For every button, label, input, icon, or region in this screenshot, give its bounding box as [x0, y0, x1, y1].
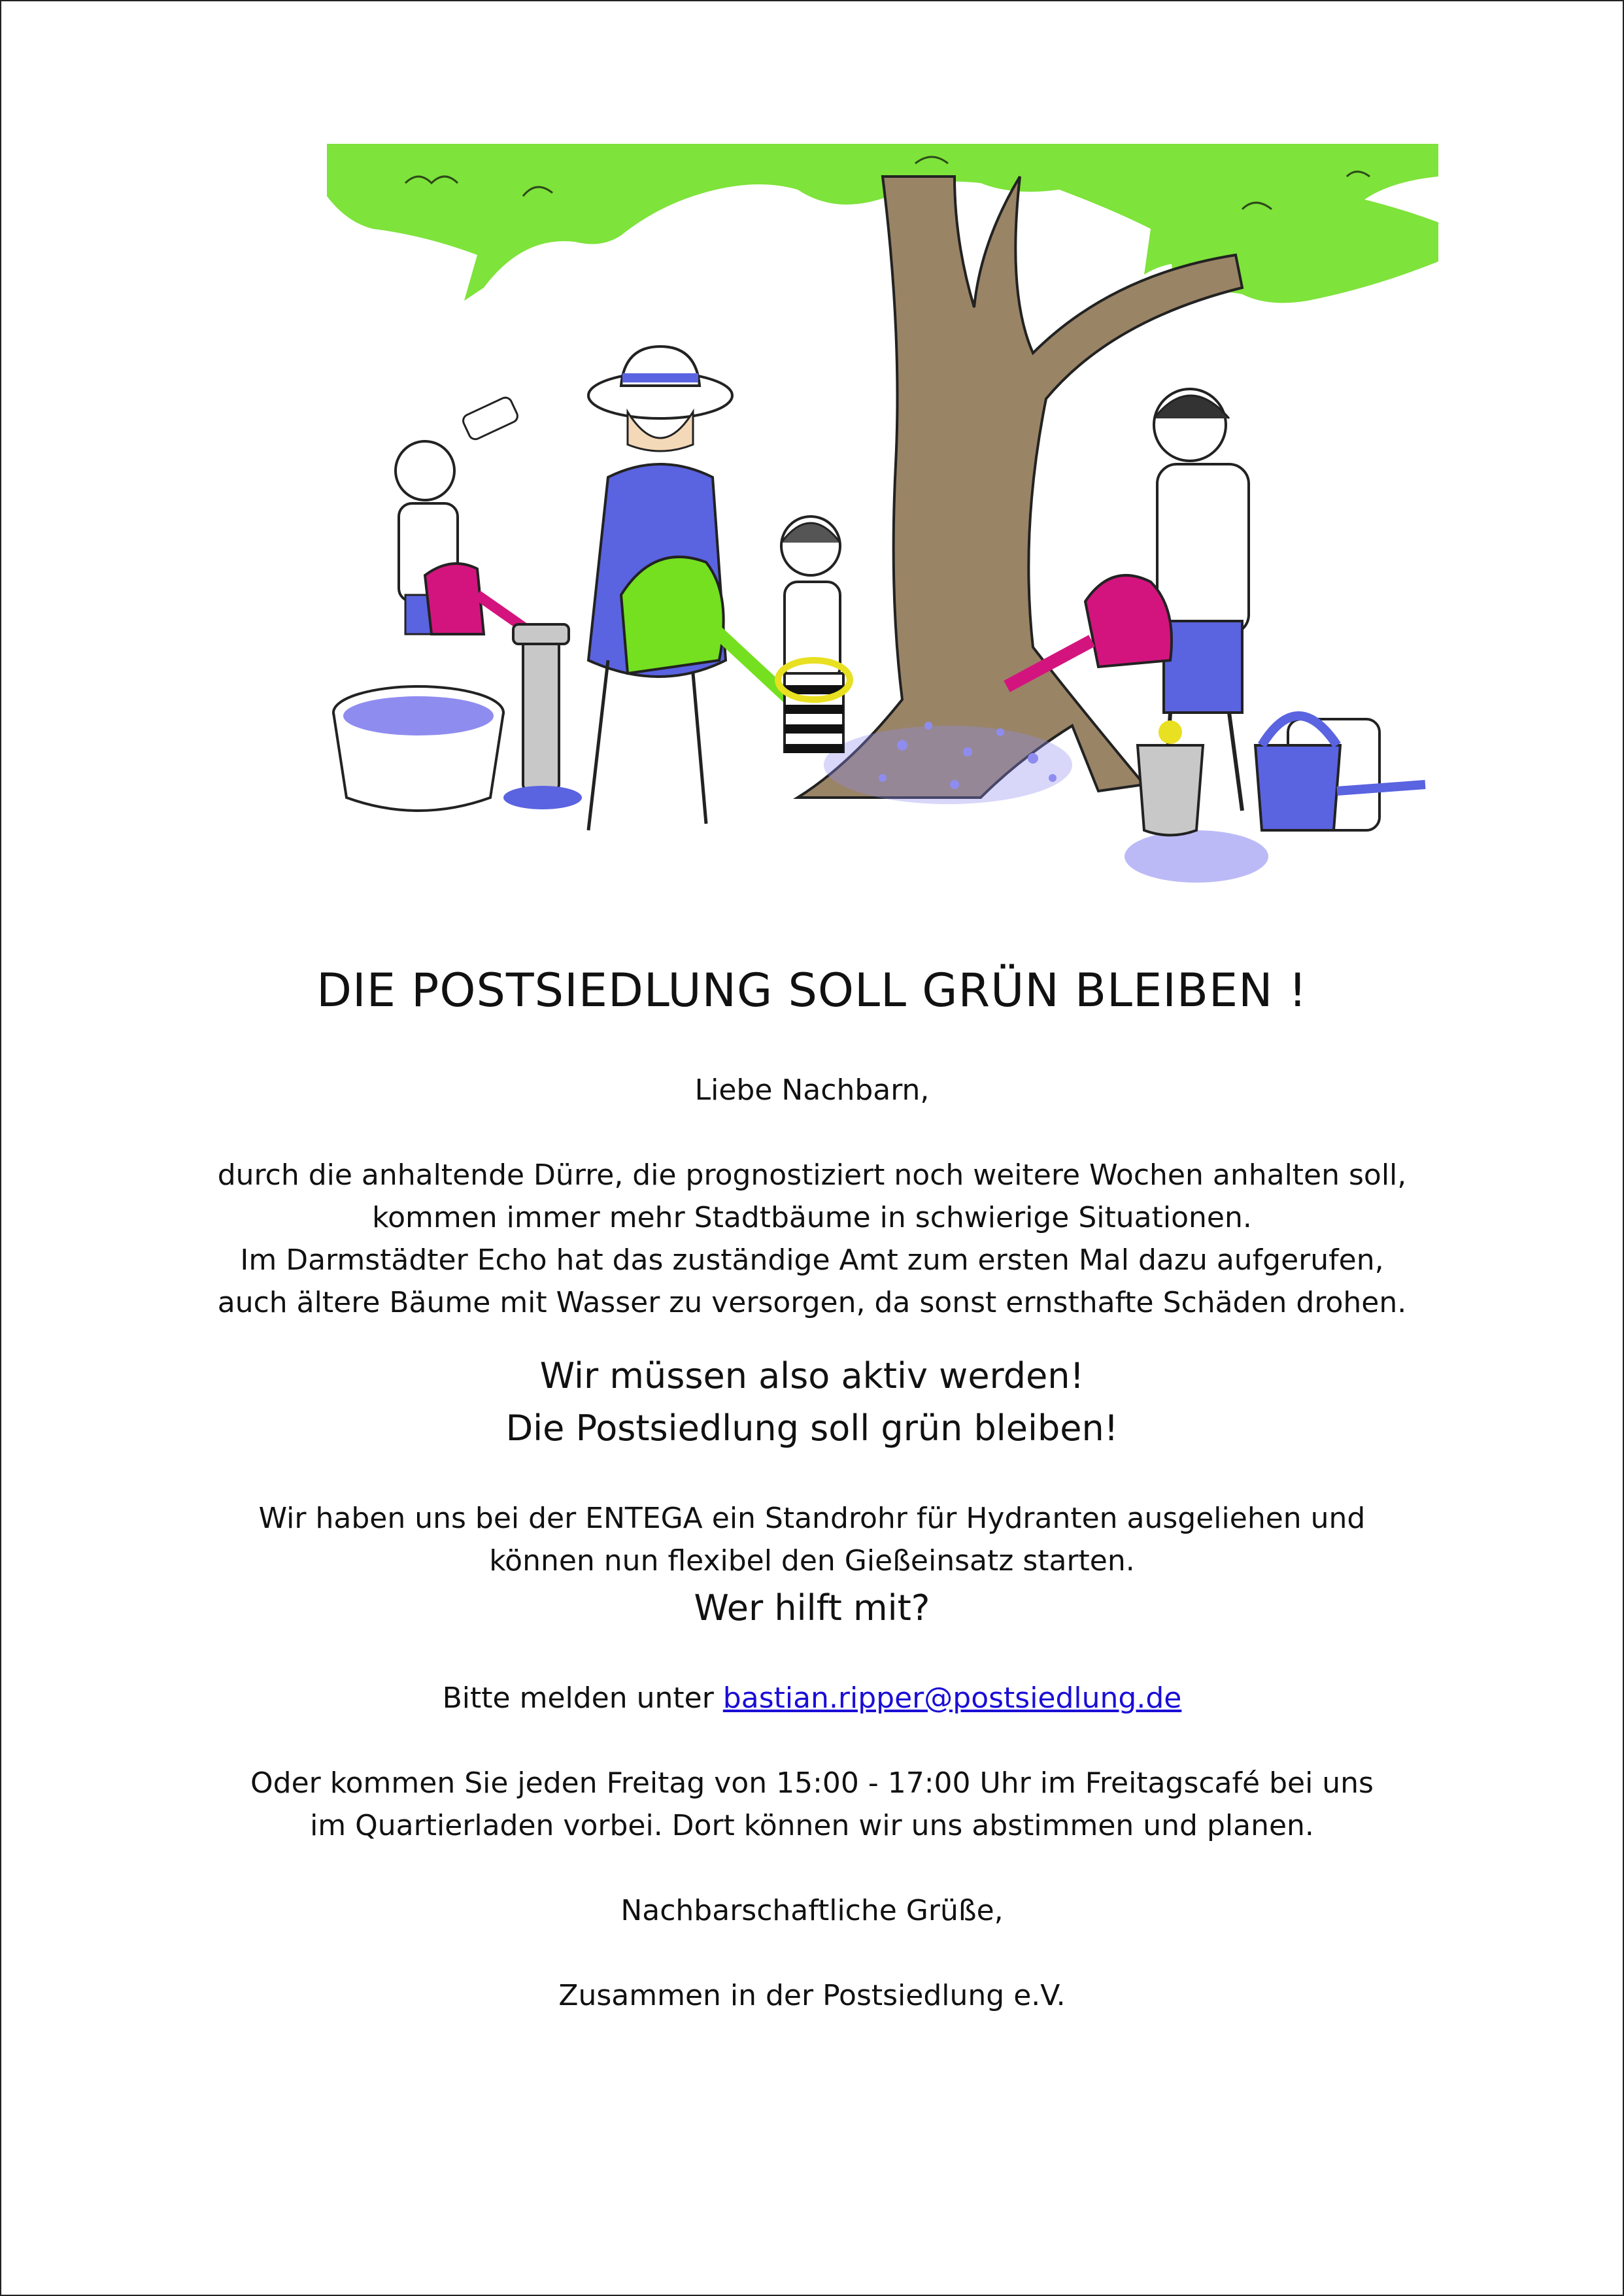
meeting-line: im Quartierladen vorbei. Dort können wir uns abstimmen und planen.	[310, 1809, 1314, 1842]
meeting-line: Oder kommen Sie jeden Freitag von 15:00 - 17:00 Uhr im Freitagscafé bei uns	[250, 1766, 1374, 1800]
contact-prefix: Bitte melden unter	[442, 1681, 723, 1715]
girl-with-hose	[778, 516, 850, 752]
intro-line: kommen immer mehr Stadtbäume in schwierige Situationen.	[372, 1201, 1252, 1234]
call-line: Wir müssen also aktiv werden!	[539, 1355, 1085, 1396]
tree-foliage	[327, 144, 1438, 303]
intro-line: durch die anhaltende Dürre, die prognostiziert noch weitere Wochen anhalten soll,	[217, 1158, 1407, 1192]
intro-paragraph	[98, 1154, 1526, 1324]
greeting: Liebe Nachbarn,	[694, 1073, 930, 1107]
hydrant-line: Wir haben uns bei der ENTEGA ein Standrohr für Hydranten ausgeliehen und	[258, 1502, 1366, 1535]
man-with-magenta-can	[1007, 389, 1268, 883]
flyer-text	[98, 954, 1526, 2017]
intro-line: auch ältere Bäume mit Wasser zu versorgen, da sonst ernsthafte Schäden drohen.	[217, 1286, 1407, 1319]
buckets	[1138, 716, 1425, 836]
closing: Nachbarschaftliche Grüße,	[620, 1894, 1004, 1927]
hydrant-paragraph	[98, 1497, 1526, 1582]
woman-with-green-can	[588, 346, 804, 830]
intro-line: Im Darmstädter Echo hat das zuständige Amt zum ersten Mal dazu aufgerufen,	[240, 1243, 1384, 1277]
hydrant	[503, 624, 582, 809]
call-to-action	[98, 1350, 1526, 1455]
hydrant-line: können nun flexibel den Gießeinsatz starten.	[489, 1544, 1135, 1578]
headline: DIE POSTSIEDLUNG SOLL GRÜN BLEIBEN !	[316, 964, 1308, 1017]
watering-illustration	[327, 137, 1438, 928]
email-link[interactable]: bastian.ripper@postsiedlung.de	[722, 1681, 1182, 1715]
call-line: Die Postsiedlung soll grün bleiben!	[505, 1408, 1119, 1449]
child-with-tub	[333, 396, 543, 811]
signature: Zusammen in der Postsiedlung e.V.	[558, 1979, 1066, 2012]
meeting-paragraph	[98, 1762, 1526, 1847]
question: Wer hilft mit?	[694, 1587, 930, 1629]
contact-line	[98, 1677, 1526, 1719]
